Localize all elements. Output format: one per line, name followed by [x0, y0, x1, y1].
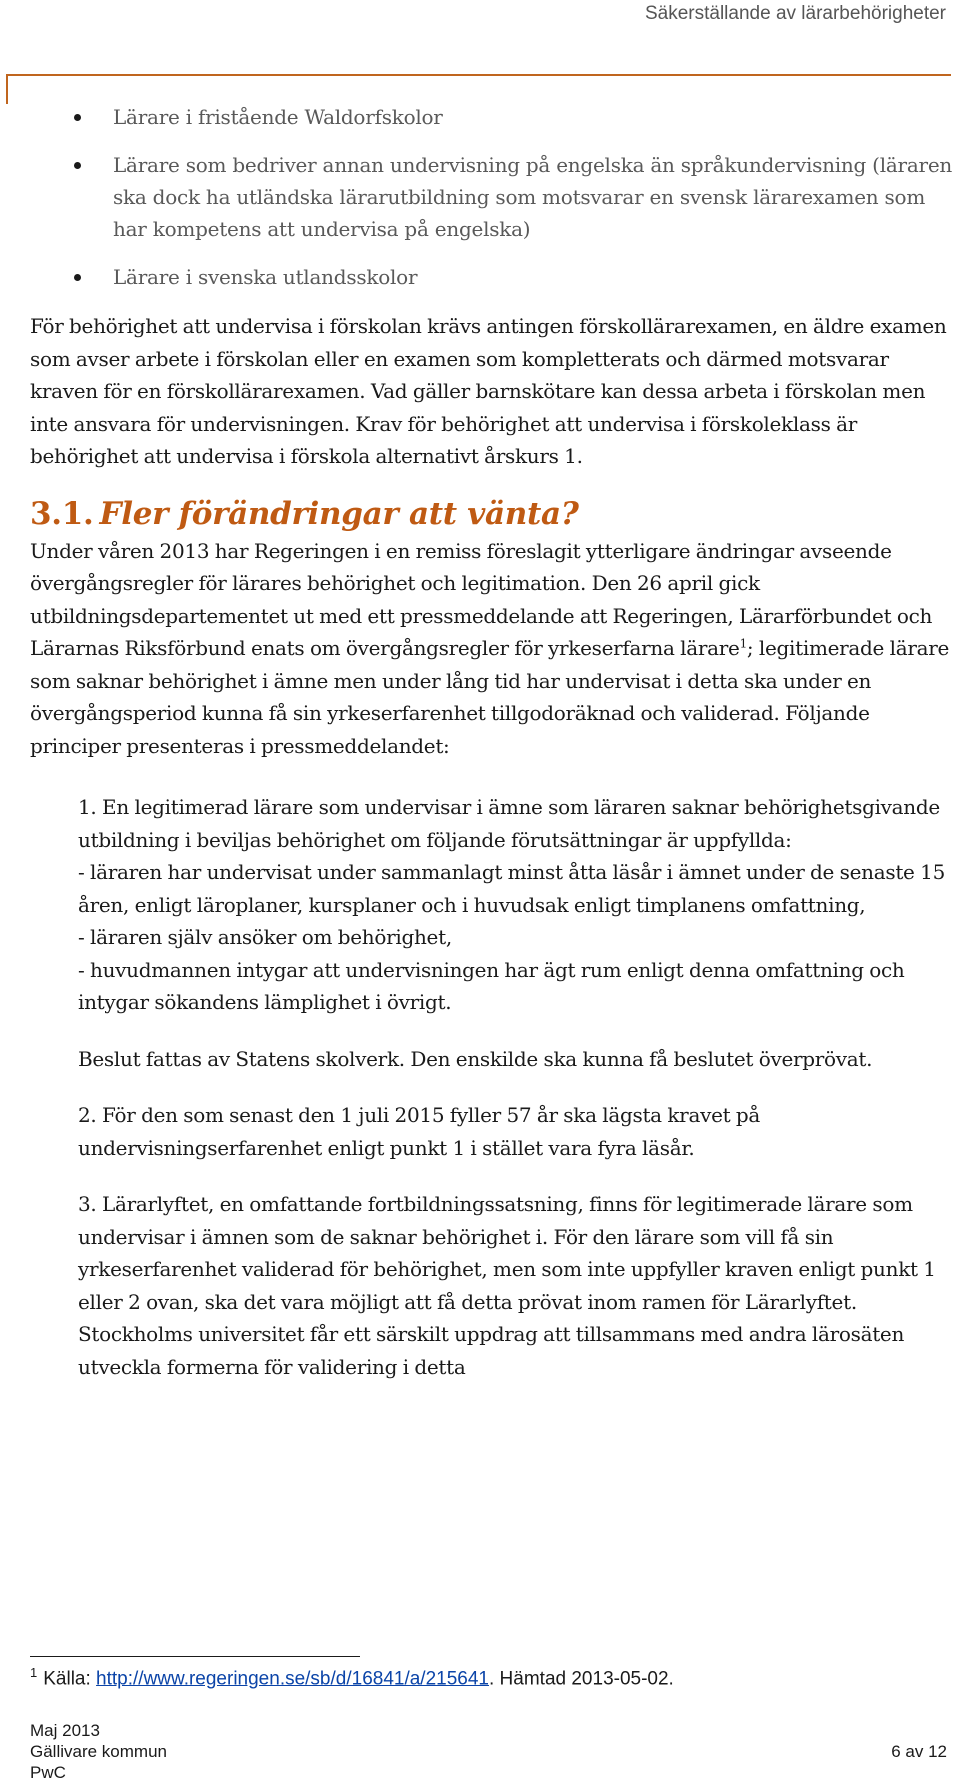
list-item — [30, 261, 955, 293]
list-item-text: Lärare i svenska utlandsskolor — [113, 265, 418, 289]
list-item-text: Lärare som bedriver annan undervisning på engelska än språkundervisning (läraren ska dock ha utländska lärarutbildning som motsvarar en svensk lärarexamen som har kompetens att undervisa på engelska) — [113, 153, 953, 241]
header-corner-rule-vertical — [6, 74, 8, 104]
section-number: 3.1. — [30, 495, 94, 532]
footnote-reference[interactable]: 1 — [739, 636, 747, 651]
footnote-prefix: Källa: — [43, 1668, 97, 1690]
page-footer — [30, 1720, 947, 1783]
bullet-icon — [74, 114, 81, 121]
footer-firm: PwC — [30, 1763, 66, 1782]
bullet-icon — [74, 162, 81, 169]
paragraph-preschool: För behörighet att undervisa i förskolan krävs antingen förskollärarexamen, en äldre examen som avser arbete i förskolan eller en examen som kompletterats och därmed motsvarar kraven för en förskollärarexamen. Vad gäller barnskötare kan dessa arbeta i förskolan men inte ansvara för undervisningen. Krav för behörighet att undervisa i förskoleklass är behörighet att undervisa i förskola alternativt årskurs 1. — [30, 314, 947, 468]
list-item-text: Lärare i fristående Waldorfskolor — [113, 105, 443, 129]
bullet-list — [30, 101, 955, 293]
principle-1-intro: 1. En legitimerad lärare som undervisar i ämne som läraren saknar behörighetsgivande utbildning i beviljas behörighet om följande förutsättningar är uppfyllda: — [78, 795, 940, 852]
footnote-source-link[interactable]: http://www.regeringen.se/sb/d/16841/a/215641 — [96, 1668, 489, 1690]
footer-date: Maj 2013 — [30, 1721, 100, 1740]
running-header: Säkerställande av lärarbehörigheter — [644, 3, 946, 24]
principle-2: 2. För den som senast den 1 juli 2015 fyller 57 år ska lägsta kravet på undervisningserfarenhet enligt punkt 1 i stället vara fyra läsår. — [78, 1103, 761, 1160]
footer-organization: Gällivare kommun — [30, 1742, 167, 1761]
paragraph-changes — [30, 535, 955, 763]
section-title: Fler förändringar att vänta? — [99, 495, 579, 532]
page-content — [30, 101, 955, 1383]
principle-1-condition: - läraren har undervisat under sammanlagt minst åtta läsår i ämnet under de senaste 15 åren, enligt läroplaner, kursplaner och i huvudsak enligt timplanens omfattning, — [78, 860, 945, 917]
list-item — [30, 149, 955, 245]
footnote — [30, 1660, 674, 1692]
principle-1-decision: Beslut fattas av Statens skolverk. Den enskilde ska kunna få beslutet överprövat. — [78, 1046, 873, 1071]
principle-1-condition: - huvudmannen intygar att undervisningen har ägt rum enligt denna omfattning och intygar sökandens lämplighet i övrigt. — [78, 957, 905, 1014]
section-heading — [30, 495, 955, 533]
bullet-icon — [74, 274, 81, 281]
paragraph-changes-part1: Under våren 2013 har Regeringen i en remiss föreslagit ytterligare ändringar avseende övergångsregler för lärares behörighet och legitimation. Den 26 april gick utbildningsdepartementet ut med ett pressmeddelande att Regeringen, Lärarförbundet och Lärarnas Riksförbund enats om övergångsregler för yrkeserfarna lärare — [30, 538, 933, 660]
footnote-suffix: . Hämtad 2013-05-02. — [489, 1668, 674, 1690]
principle-1-condition: - läraren själv ansöker om behörighet, — [78, 925, 452, 949]
principle-3: 3. Lärarlyftet, en omfattande fortbildningssatsning, finns för legitimerade lärare som undervisar i ämnen som de saknar behörighet i. För den lärare som vill få sin yrkeserfarenhet validerad för behörighet, men som inte uppfyller kraven enligt punkt 1 eller 2 ovan, ska det vara möjligt att få detta prövat inom ramen för Lärarlyftet. Stockholms universitet får ett särskilt uppdrag att tillsammans med andra lärosäten utveckla formerna för validering i detta — [78, 1192, 936, 1379]
list-item — [30, 101, 955, 133]
footnote-mark: 1 — [30, 1665, 38, 1680]
footnote-separator — [30, 1656, 360, 1657]
principles-list — [78, 791, 955, 1383]
header-rule — [6, 74, 951, 76]
paragraph-changes-part2: ; legitimerade lärare som saknar behörighet i ämne men under lång tid har undervisat i detta ska under en övergångsperiod kunna få sin yrkeserfarenhet tillgodoräknad och validerad. Följande principer presenteras i pressmeddelandet: — [30, 636, 950, 758]
page-number: 6 av 12 — [891, 1742, 947, 1761]
